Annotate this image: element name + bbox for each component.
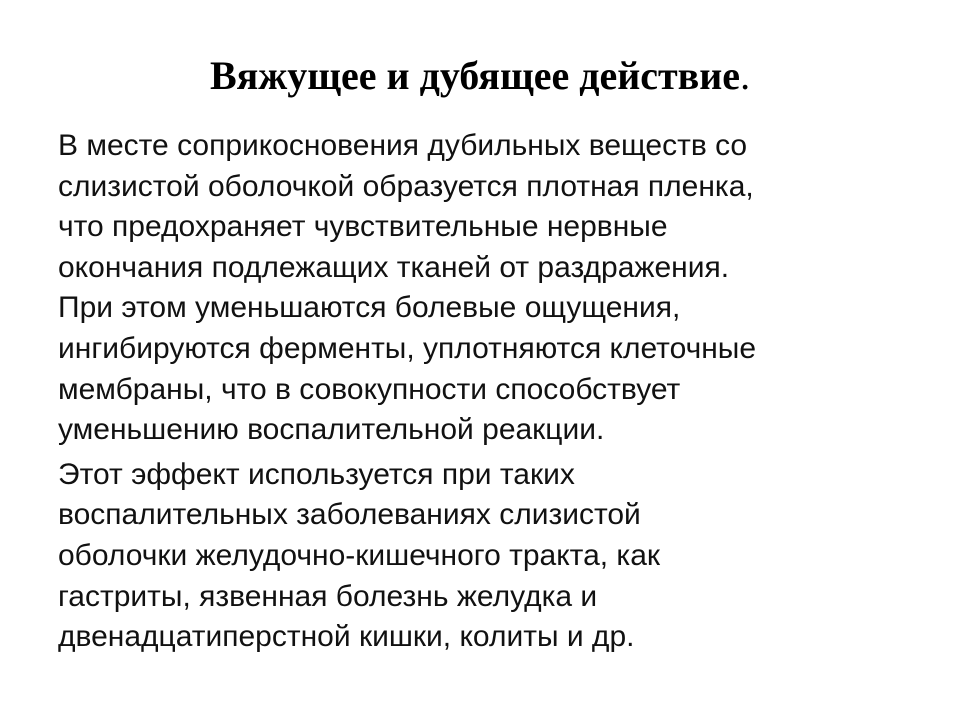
paragraph-line: уменьшению воспалительной реакции. xyxy=(58,413,605,447)
paragraph-line: ингибируются ферменты, уплотняются клеточные xyxy=(58,331,757,365)
slide-body xyxy=(58,126,938,658)
title-text: Вяжущее и дубящее действие xyxy=(209,53,741,98)
paragraph-line: В месте соприкосновения дубильных веществ со xyxy=(58,129,748,162)
paragraph-line: слизистой оболочкой образуется плотная пленка, xyxy=(58,169,754,203)
paragraph-line: При этом уменьшаются болевые ощущения, xyxy=(58,291,681,325)
slide-title xyxy=(0,52,960,100)
paragraph-line: мембраны, что в совокупности способствует xyxy=(58,372,681,406)
title-period: . xyxy=(740,53,751,98)
paragraph-astringent-effect xyxy=(58,126,938,451)
paragraph-clinical-use xyxy=(58,455,938,658)
paragraph-line: что предохраняет чувствительные нервные xyxy=(58,210,668,244)
paragraph-line: окончания подлежащих тканей от раздражения. xyxy=(58,250,730,284)
paragraph-line: воспалительных заболеваниях слизистой xyxy=(58,498,641,532)
paragraph-line: гастриты, язвенная болезнь желудка и xyxy=(58,579,598,613)
paragraph-line: Этот эффект используется при таких xyxy=(58,457,575,491)
paragraph-line: оболочки желудочно-кишечного тракта, как xyxy=(58,538,661,572)
paragraph-line: двенадцатиперстной кишки, колиты и др. xyxy=(58,620,635,654)
